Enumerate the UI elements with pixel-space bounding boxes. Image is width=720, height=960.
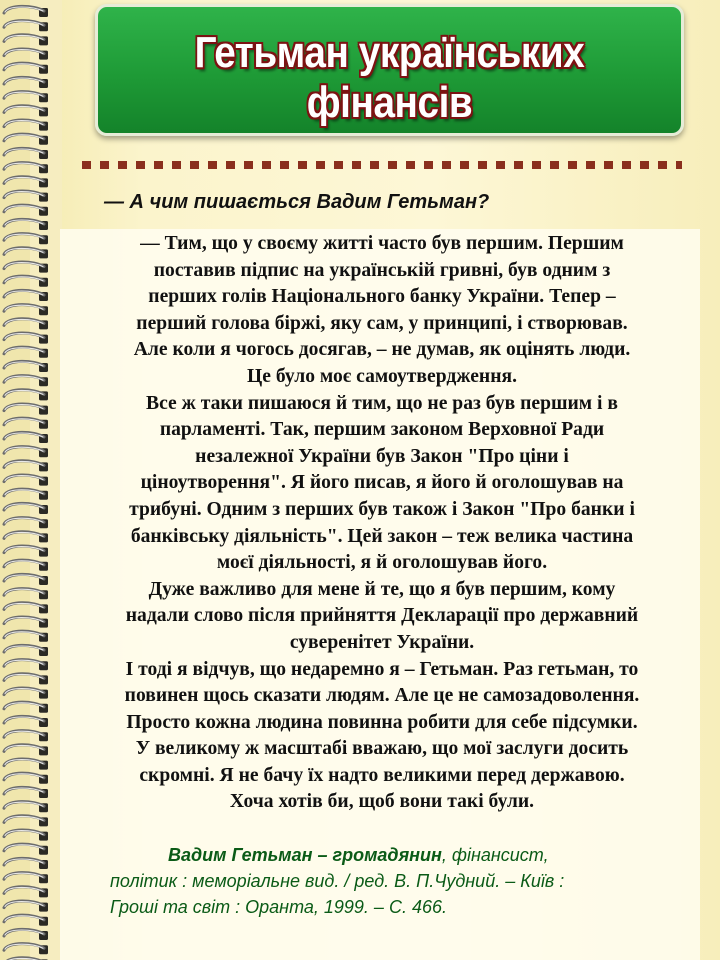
answer-line: поставив підпис на українській гривні, був одним з [153,259,611,281]
answer-line: ціноутворення". Я його писав, я його й оголошував на [140,472,624,494]
answer-line: повинен щось сказати людям. Але це не самозадоволення. [124,685,640,707]
answer-line: У великому ж масштабі вважаю, що мої заслуги досить [135,738,629,760]
interview-answer [72,231,692,816]
answer-line: суверенітет України. [289,631,475,653]
answer-line: надали слово після прийняття Декларації про державний [125,605,639,627]
citation-line-2: політик : меморіальне вид. / ред. В. П.Чудний. – Київ : [110,871,565,891]
citation-line-3: Гроші та світ : Оранта, 1999. – С. 466. [110,897,447,917]
dotted-divider [82,161,682,169]
answer-line: Це було моє самоутвердження. [247,365,517,387]
answer-line: Хоча хотів би, щоб вони такі були. [229,791,535,813]
citation-author: Вадим Гетьман – громадянин [168,845,442,865]
answer-line: незалежної України був Закон "Про ціни і [195,445,569,467]
answer-line: трибуні. Одним з перших був також і Закон "Про банки і [129,498,635,520]
answer-line: — Тим, що у своєму житті часто був першим. Першим [140,233,624,254]
answer-line: скромні. Я не бачу їх надто великими перед державою. [139,764,625,786]
answer-line: перших голів Національного банку України. Тепер – [148,286,616,308]
answer-line: банківську діяльність". Цей закон – теж велика частина [130,525,634,547]
citation-line-1 [110,842,710,868]
answer-line: Але коли я чогось досягав, – не думав, як оцінять люди. [133,339,631,361]
answer-line: парламенті. Так, першим законом Верховної Ради [159,419,605,441]
answer-line: Дуже важливо для мене й те, що я був першим, кому [148,578,616,600]
page-title: Гетьман українських фінансів [194,28,585,127]
spiral-binding-icon [0,0,62,960]
citation-line-1-rest: , фінансист, [441,845,549,865]
answer-line: перший голова біржі, яку сам, у принципі, і створював. [136,312,628,334]
answer-line: І тоді я відчув, що недаремно я – Гетьман. Раз гетьман, то [125,658,639,680]
interview-question: — А чим пишається Вадим Гетьман? [104,191,490,213]
source-citation [110,842,710,920]
answer-line: Просто кожна людина повинна робити для себе підсумки. [126,711,638,733]
answer-line: Все ж таки пишаюся й тим, що не раз був першим і в [146,392,618,414]
answer-line: моєї діяльності, я й оголошував його. [216,552,548,574]
